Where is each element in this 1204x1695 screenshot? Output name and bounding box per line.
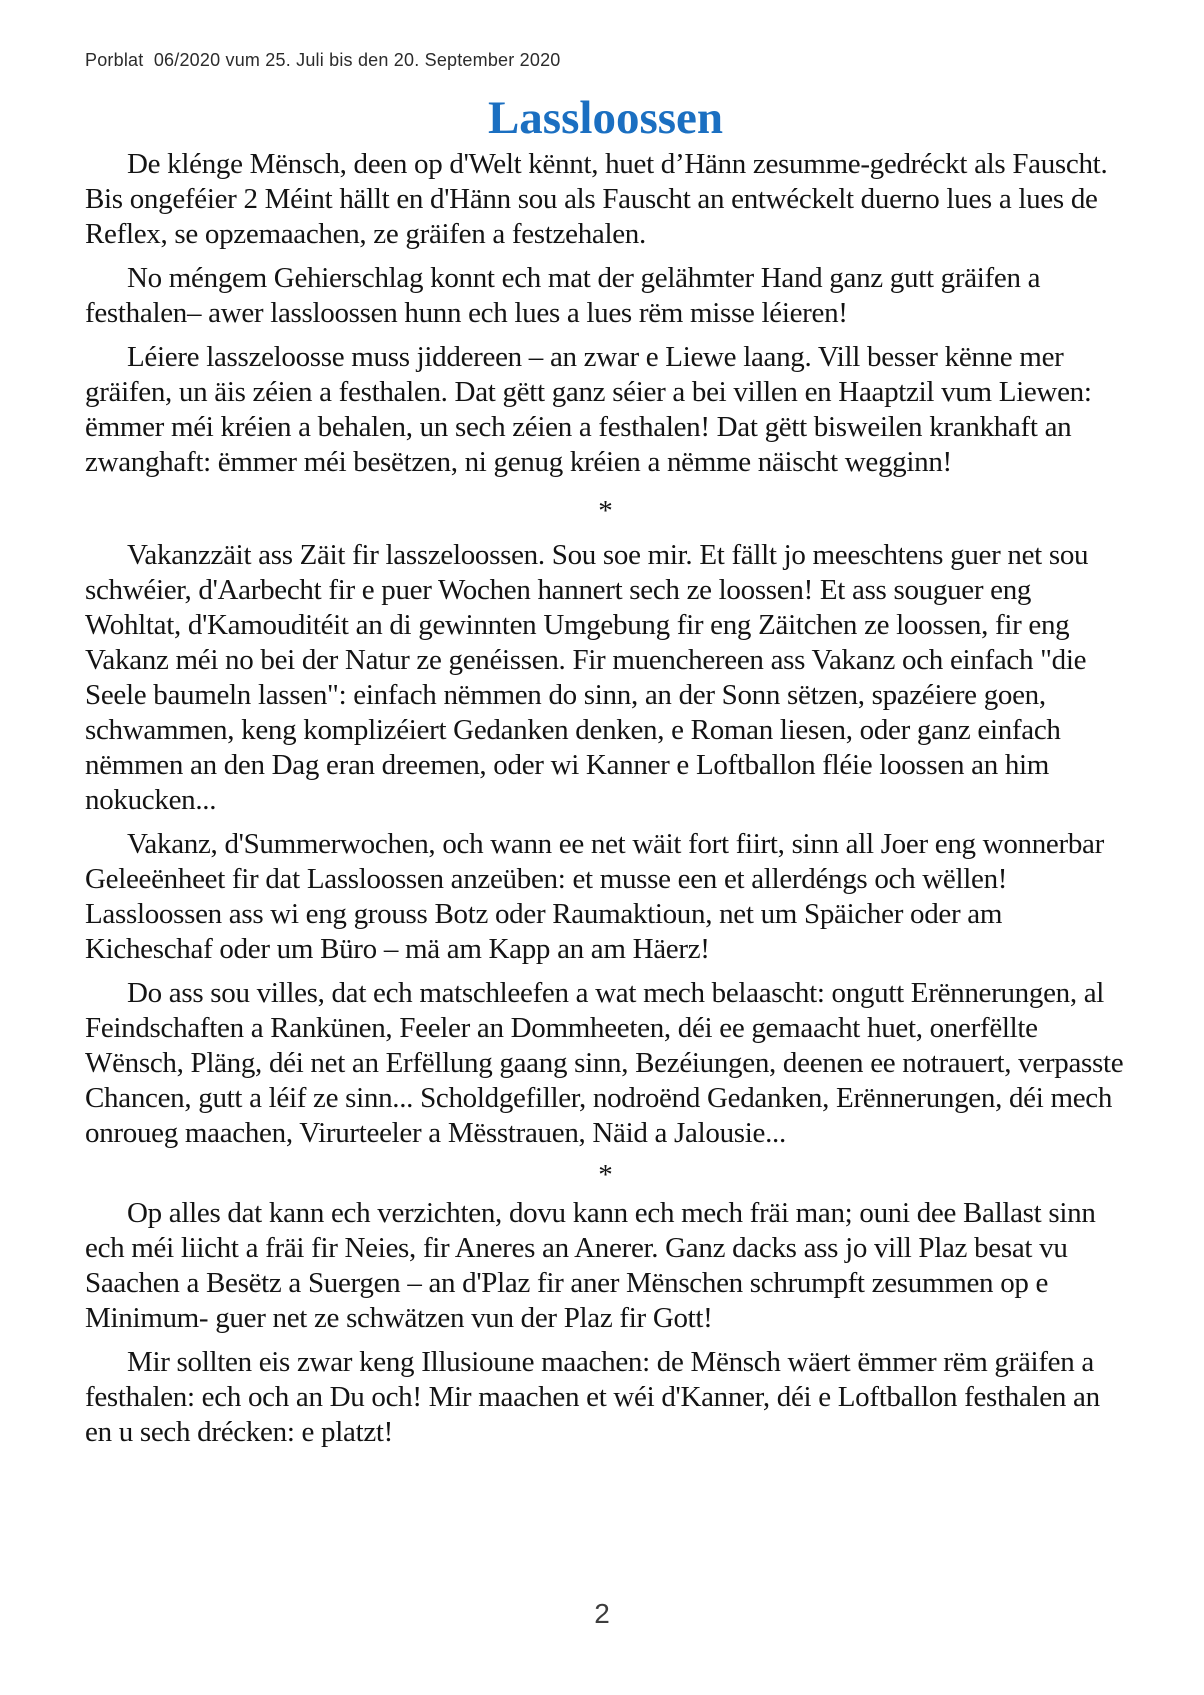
section-separator: * xyxy=(598,1159,613,1191)
page-number: 2 xyxy=(594,1598,610,1629)
paragraph: De klénge Mënsch, deen op d'Welt kënnt, huet d’Hänn zesumme-gedréckt als Fauscht. Bis ongeféier 2 Méint hällt en d'Hänn sou als Fauscht an entwéckelt duerno lues a lues de Reflex, se opzemaachen, ze gräifen a festzehalen. xyxy=(85,148,1129,250)
paragraph: No méngem Gehierschlag konnt ech mat der gelähmter Hand ganz gutt gräifen a festhalen– awer lassloossen hunn ech lues a lues rëm misse léieren! xyxy=(85,262,1048,329)
paragraph: Léiere lasszeloosse muss jiddereen – an zwar e Liewe laang. Vill besser kënne mer gräifen, un äis zéien a festhalen. Dat gëtt ganz séier a bei villen en Haaptzil vum Liewen: ëmmer méi kréien a behalen, un sech zéien a festhalen! Dat gëtt bisweilen krankhaft an zwanghaft: ëmmer méi besëtzen, ni genug kréien a nëmme näischt wegginn! xyxy=(85,341,1099,478)
paragraph: Vakanz, d'Summerwochen, och wann ee net wäit fort fiirt, sinn all Joer eng wonnerbar Geleeënheet fir dat Lassloossen anzeüben: et musse een et allerdéngs och wëllen! Lassloossen ass wi eng grouss Botz oder Raumaktioun, net um Späicher oder am Kicheschaf oder um Büro – mä am Kapp an am Häerz! xyxy=(85,828,1111,965)
paragraph: Op alles dat kann ech verzichten, dovu kann ech mech fräi man; ouni dee Ballast sinn ech méi liicht a fräi fir Neies, fir Aneres an Anerer. Ganz dacks ass jo vill Plaz besat vu Saachen a Besëtz a Suergen – an d'Plaz fir aner Mënschen schrumpft zesummen op e Minimum- guer net ze schwätzen vun der Plaz fir Gott! xyxy=(85,1197,1103,1334)
section-separator: * xyxy=(598,495,613,527)
running-header: Porblat 06/2020 vum 25. Juli bis den 20. September 2020 xyxy=(85,50,561,70)
paragraph: Mir sollten eis zwar keng Illusioune maachen: de Mënsch wäert ëmmer rëm gräifen a festhalen: ech och an Du och! Mir maachen et wéi d'Kanner, déi e Loftballon festhalen an en u sech drécken: e platzt! xyxy=(85,1346,1107,1448)
paragraph: Do ass sou villes, dat ech matschleefen a wat mech belaascht: ongutt Erënnerungen, al Feindschaften a Rankünen, Feeler an Dommheeten, déi ee gemaacht huet, onerfëllte Wënsch, Pläng, déi net an Erfëllung gaang sinn, Bezéiungen, deenen ee notrauert, verpasste Chancen, gutt a léif ze sinn... Scholdgefiller, nodroënd Gedanken, Erënnerungen, déi mech onroueg maachen, Virurteeler a Mësstrauen, Näid a Jalousie... xyxy=(85,977,1131,1149)
page-title: Lassloossen xyxy=(487,92,724,144)
paragraph: Vakanzzäit ass Zäit fir lasszeloossen. Sou soe mir. Et fällt jo meeschtens guer net sou schwéier, d'Aarbecht fir e puer Wochen hannert sech ze loossen! Et ass souguer eng Wohltat, d'Kamouditéit an di gewinnten Umgebung fir eng Zäitchen ze loossen, fir eng Vakanz méi no bei der Natur ze genéissen. Fir muenchereen ass Vakanz och einfach "die Seele baumeln lassen": einfach nëmmen do sinn, an der Sonn sëtzen, spazéiere goen, schwammen, keng komplizéiert Gedanken denken, e Roman liesen, oder ganz einfach nëmmen an den Dag eran dreemen, oder wi Kanner e Loftballon fléie loossen an him nokucken... xyxy=(85,539,1096,816)
